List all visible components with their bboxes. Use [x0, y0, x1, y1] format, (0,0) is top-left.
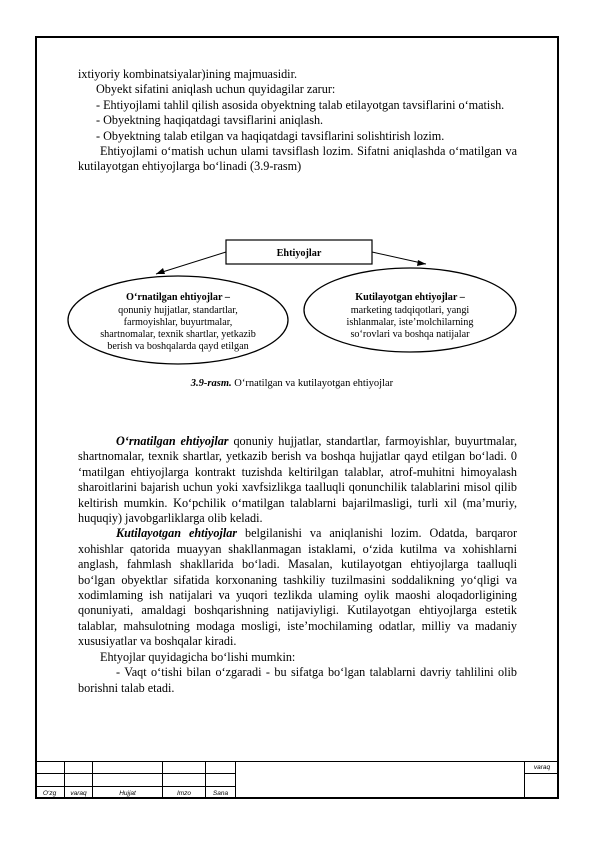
text-line: Ehtiyojlami o‘matish uchun ulami tavsiflash lozim. Sifatni aniqlashda o‘matilgan va kutilayotgan ehtiyojlarga bo‘linadi (3.9-rasm): [78, 144, 517, 174]
paragraph-expected-needs: [78, 526, 517, 649]
text-line: - Ehtiyojlami tahlil qilish asosida obyektning talab etilayotgan tavsiflarini o‘matish.: [96, 97, 505, 112]
figure-number: 3.9-rasm.: [190, 378, 232, 389]
diagram-left-title: O‘rnatilgan ehtiyojlar –: [126, 292, 230, 303]
needs-diagram: [66, 236, 518, 396]
diagram-left-line: berish va boshqalarda qayd etilgan: [107, 341, 249, 352]
term-established-needs: O‘rnatilgan ehtiyojlar: [116, 434, 229, 448]
diagram-top-label: Ehtiyojlar: [276, 248, 322, 259]
stamp-label-sheet: varaq: [70, 790, 87, 797]
diagram-right-line: so‘rovlari va boshqa natijalar: [350, 329, 470, 340]
diagram-right-line: ishlanmalar, iste’molchilarning: [346, 317, 474, 328]
figure-caption: [66, 378, 518, 389]
title-block: [35, 761, 559, 799]
stamp-label-sheet-number: varaq: [533, 764, 551, 771]
paragraph-established-needs: [78, 434, 517, 526]
text-line: Obyekt sifatini aniqlash uchun quyidagilar zarur:: [96, 82, 336, 97]
text-line: - Obyektning haqiqatdagi tavsiflarini aniqlash.: [96, 113, 324, 128]
stamp-label-signature: Imzo: [176, 790, 192, 797]
figure-caption-text: O‘rnatilgan va kutilayotgan ehtiyojlar: [231, 378, 394, 389]
text-line: - Obyektning talab etilgan va haqiqatdagi tavsiflarini solishtirish lozim.: [96, 128, 445, 143]
text-line: ixtiyoriy kombinatsiyalar)ining majmuasidir.: [78, 67, 298, 81]
diagram-arrow-left: [156, 252, 226, 274]
body-text-bottom: [78, 434, 517, 696]
diagram-left-line: farmoyishlar, buyurtmalar,: [123, 317, 233, 328]
diagram-left-line: shartnomalar, texnik shartlar, yetkazib: [100, 329, 256, 340]
diagram-left-line: qonuniy hujjatlar, standartlar,: [118, 305, 238, 316]
diagram-right-line: marketing tadqiqotlari, yangi: [350, 305, 470, 316]
paragraph-text: belgilanishi va aniqlanishi lozim. Odatda, barqaror xohishlar qatorida muayyan shakllanmagan istaklami, o‘zida kutilma va xohishlarni anglash, fahmlash shakllarida bo‘ladi. Masalan, kutilayotgan ehtiyojlarga taalluqli bo‘lgan obyektlar sifatida korxonaning tashkiliy tuzilmasini soddalikning yo‘qligi va xodimlaming ish natijalari va yuqori tezlikda ulaming oylik maoshi aloqadorligining qonuniyati, amaldagi boshqarishning natijaviyligi. Kutilayotgan ehtiyojlarga estetik talablar, mahsulotning modaga mosligi, iste’mochilaming odatlar, milliy va madaniy xususiyatlar va boshqalar kiradi.: [78, 526, 518, 649]
diagram-right-title: Kutilayotgan ehtiyojlar –: [355, 292, 465, 303]
text-line: - Vaqt o‘tishi bilan o‘zgaradi - bu sifatga bo‘lgan talablarni davriy tahlilini olib borishni talab etadi.: [78, 665, 517, 695]
stamp-label-date: Sana: [212, 790, 229, 797]
text-line: Ehtyojlar quyidagicha bo‘lishi mumkin:: [100, 649, 296, 664]
body-text-top: [78, 67, 517, 175]
stamp-label-change: O‘zg: [42, 790, 57, 797]
term-expected-needs: Kutilayotgan ehtiyojlar: [116, 526, 238, 541]
stamp-label-document: Hujjat: [119, 790, 136, 797]
paragraph-text: qonuniy hujjatlar, standartlar, farmoyishlar, buyurtmalar, shartnomalar, texnik shartlar, yetkazib berish va boshqa hujjatlar qayd etilgan bo‘ladi. 0 ‘matilgan ehtiyojlarga kontrakt tuzishda keltirilgan talablar, atrof-muhitni himoyalash sharoitlarini bajarish uchun yoki xavfsizlikga taalluqli qonunchilik talablarini misol qilib keltirish mumkin. Ko‘pchilik o‘matilgan talablarni bajarilmasligi, turli xil (ma’muriy, huquqiy) javobgarliklarga olib keladi.: [78, 434, 518, 526]
